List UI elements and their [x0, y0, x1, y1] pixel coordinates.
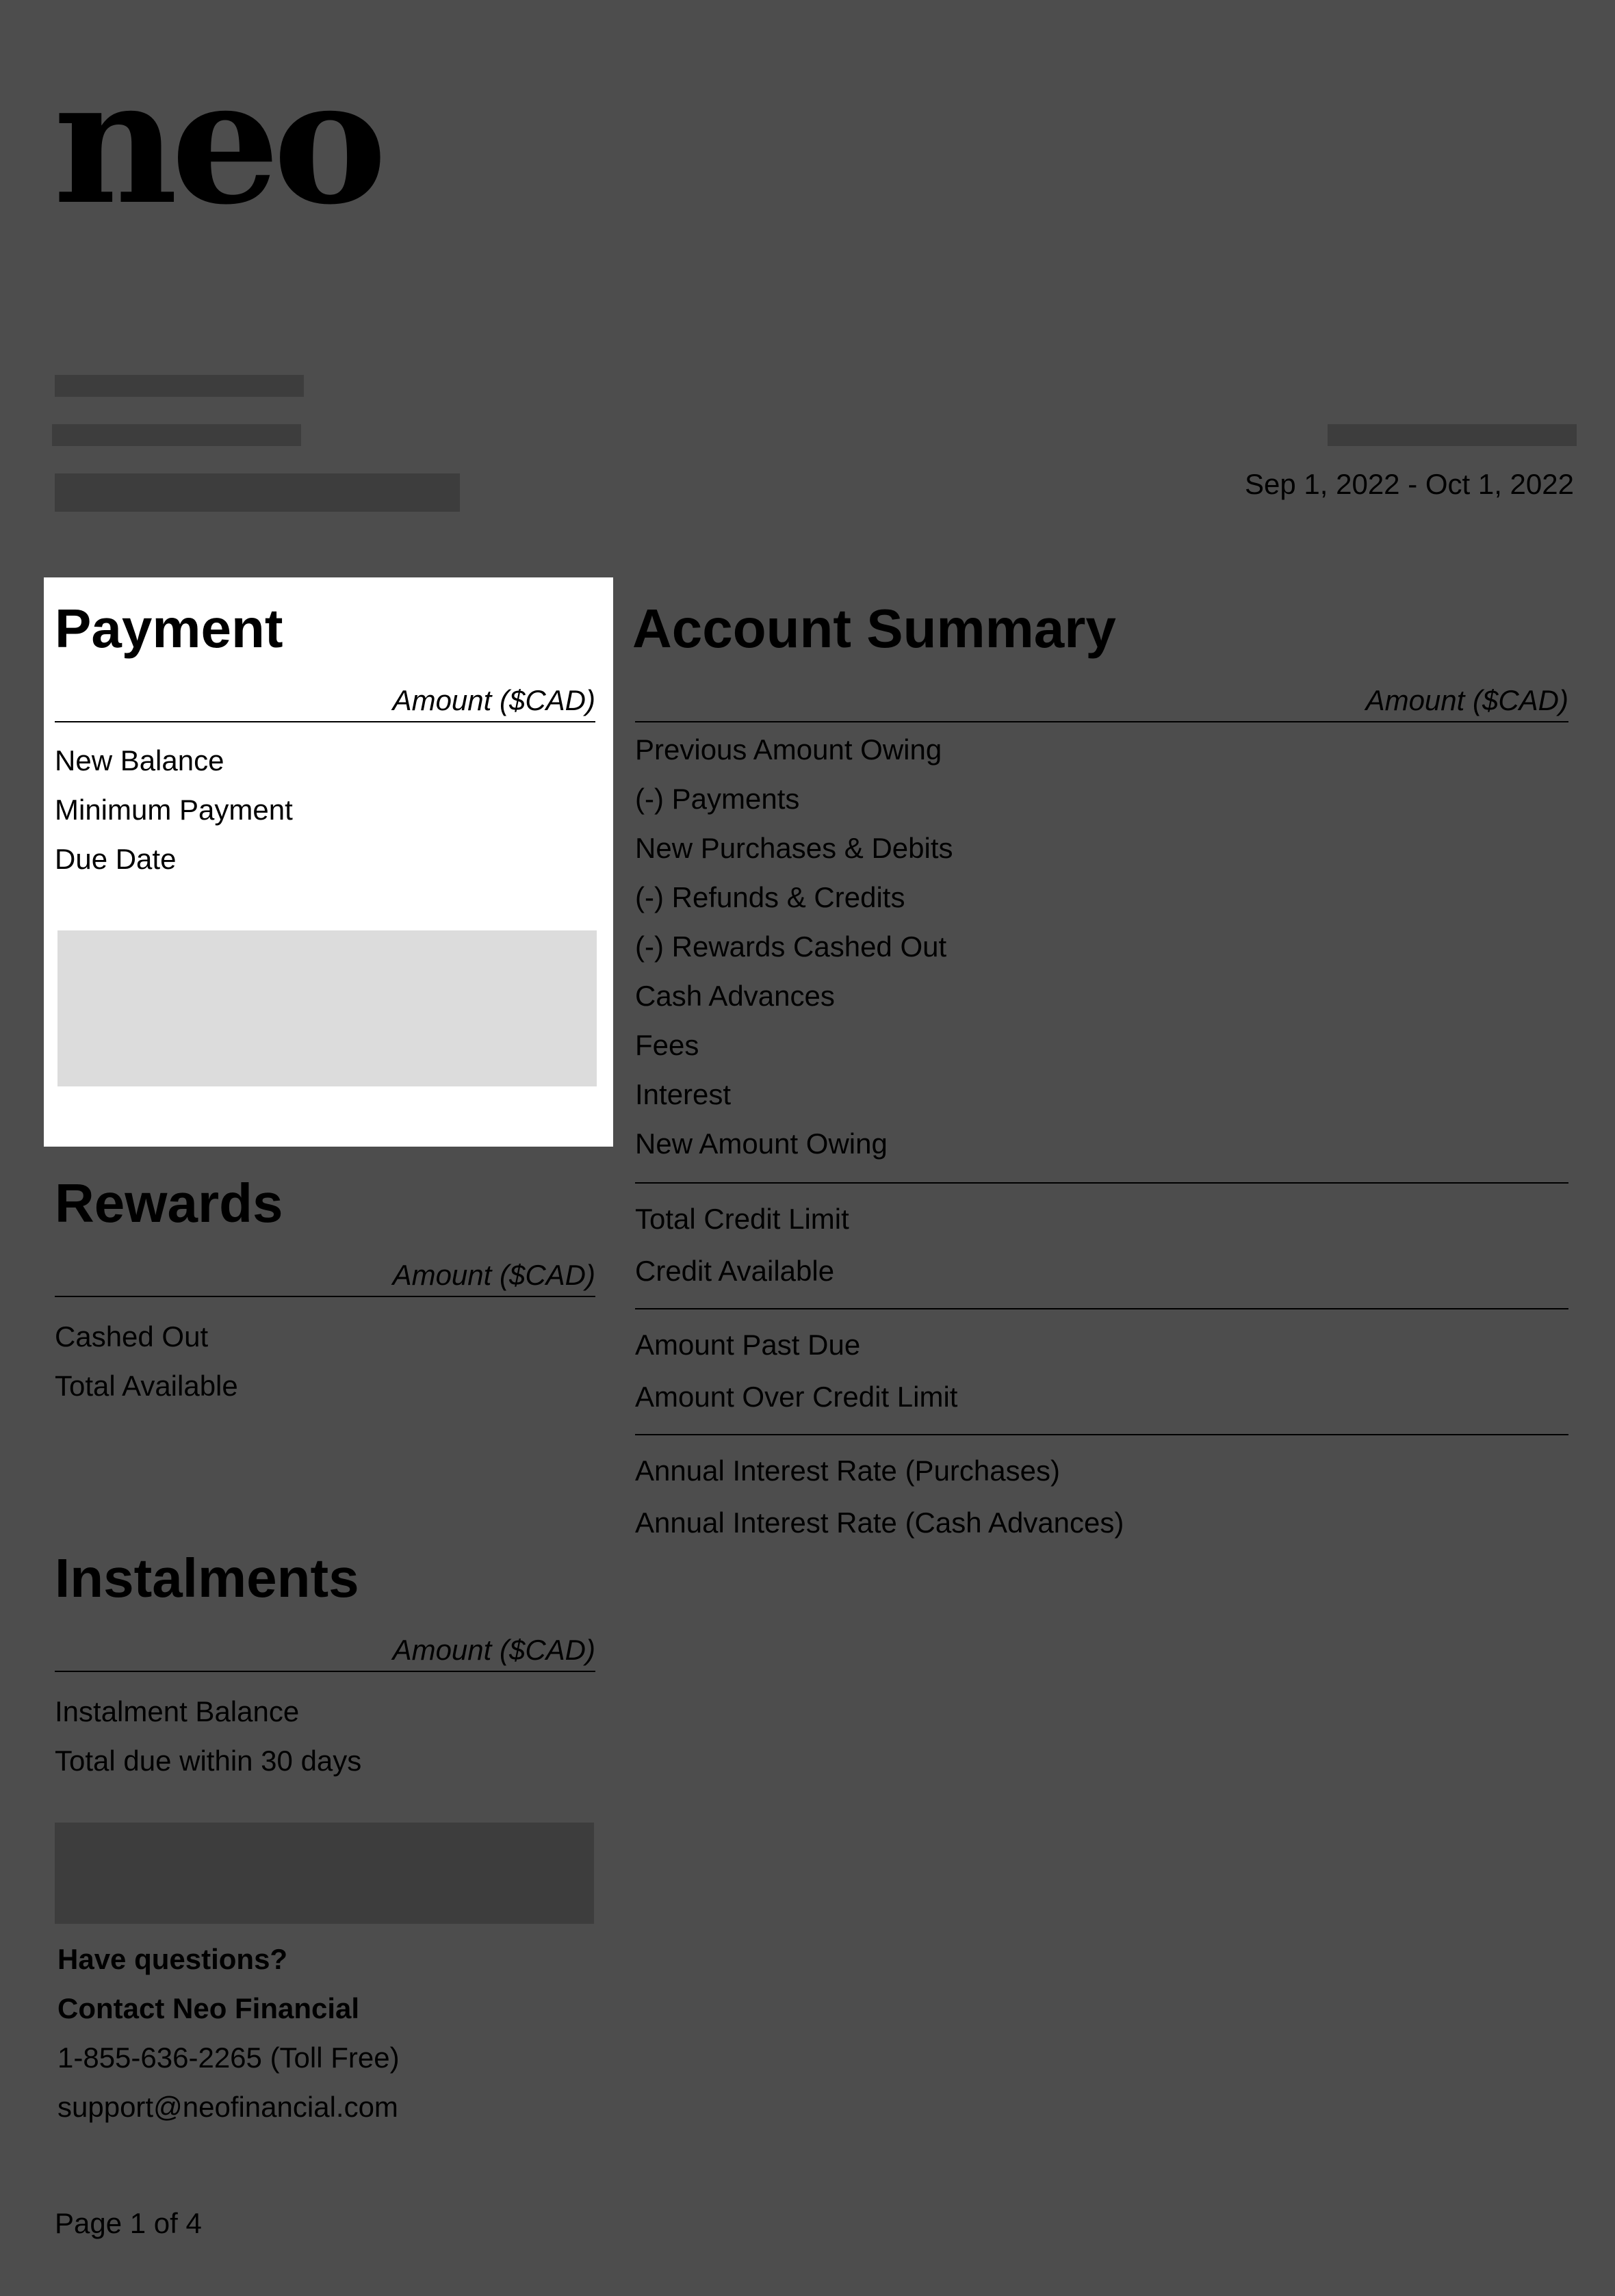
account-summary-group-1	[635, 725, 953, 1169]
payment-title: Payment	[55, 598, 283, 659]
contact-company: Contact Neo Financial	[57, 1992, 360, 2024]
rewards-row-total-available: Total Available	[55, 1370, 238, 1402]
rewards-title: Rewards	[55, 1173, 283, 1234]
contact-phone: 1-855-636-2265 (Toll Free)	[57, 2041, 400, 2074]
summary-row: Amount Over Credit Limit	[635, 1381, 958, 1413]
page-number: Page 1 of 4	[55, 2207, 202, 2239]
rewards-amount-header: Amount ($CAD)	[55, 1259, 595, 1297]
summary-row: Annual Interest Rate (Purchases)	[635, 1454, 1060, 1487]
redacted-box	[55, 1823, 594, 1924]
summary-row: Annual Interest Rate (Cash Advances)	[635, 1506, 1124, 1539]
instalments-title: Instalments	[55, 1548, 359, 1608]
summary-row: New Amount Owing	[635, 1127, 888, 1160]
instalments-row-total-due: Total due within 30 days	[55, 1745, 362, 1777]
instalments-row-balance: Instalment Balance	[55, 1695, 300, 1727]
instalments-amount-header: Amount ($CAD)	[55, 1634, 595, 1672]
summary-row: (-) Payments	[635, 783, 800, 815]
summary-row: New Purchases & Debits	[635, 832, 953, 864]
contact-email: support@neofinancial.com	[57, 2091, 398, 2123]
account-summary-group-4	[635, 1445, 1124, 1549]
summary-row: Interest	[635, 1078, 732, 1110]
summary-divider-2	[635, 1308, 1568, 1309]
summary-divider-3	[635, 1434, 1568, 1435]
rewards-row-cashed-out: Cashed Out	[55, 1320, 209, 1353]
payment-redacted-box	[57, 930, 597, 1086]
summary-row: Credit Available	[635, 1255, 835, 1287]
account-summary-group-3	[635, 1319, 957, 1423]
account-summary-amount-header: Amount ($CAD)	[635, 684, 1568, 722]
summary-row: Amount Past Due	[635, 1329, 861, 1361]
payment-row-due-date: Due Date	[55, 843, 177, 875]
summary-row: Total Credit Limit	[635, 1203, 849, 1235]
contact-heading: Have questions?	[57, 1943, 288, 1975]
redacted-name	[55, 375, 304, 397]
rewards-rows	[55, 1312, 238, 1411]
redacted-account-number	[1328, 424, 1577, 446]
instalments-rows	[55, 1687, 361, 1786]
contact-block	[57, 1935, 400, 2132]
payment-amount-header: Amount ($CAD)	[55, 684, 595, 722]
payment-rows	[55, 736, 293, 884]
redacted-address-line-2	[55, 473, 460, 512]
summary-divider-1	[635, 1182, 1568, 1184]
payment-row-new-balance: New Balance	[55, 744, 224, 777]
account-summary-group-2	[635, 1193, 849, 1297]
summary-row: (-) Refunds & Credits	[635, 881, 905, 913]
summary-row: (-) Rewards Cashed Out	[635, 930, 947, 963]
account-summary-title: Account Summary	[632, 598, 1116, 659]
summary-row: Cash Advances	[635, 980, 835, 1012]
neo-logo: neo	[53, 41, 380, 242]
summary-row: Previous Amount Owing	[635, 733, 942, 766]
redacted-address-line-1	[52, 424, 301, 446]
statement-period: Sep 1, 2022 - Oct 1, 2022	[1245, 468, 1574, 500]
summary-row: Fees	[635, 1029, 699, 1061]
payment-row-minimum-payment: Minimum Payment	[55, 794, 293, 826]
